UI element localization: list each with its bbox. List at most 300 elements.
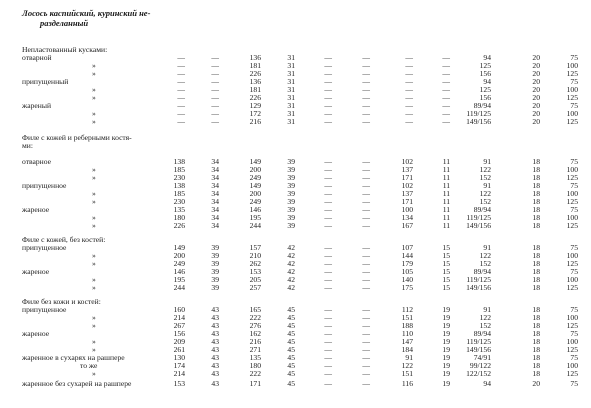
table-cell: 34 — [211, 165, 219, 174]
table-cell: 18 — [532, 313, 540, 322]
table-cell: — — [324, 189, 332, 198]
row-label: жаренное без сухарей на рашпере — [22, 379, 132, 388]
table-cell: 39 — [211, 275, 219, 284]
table-row — [0, 338, 591, 346]
table-cell: 39 — [287, 157, 295, 166]
table-cell: 15 — [442, 275, 450, 284]
table-cell: — — [324, 305, 332, 314]
table-cell: — — [324, 267, 332, 276]
table-cell: 180 — [173, 213, 185, 222]
table-cell: — — [442, 61, 450, 70]
table-row — [0, 206, 591, 214]
table-cell: 149/156 — [466, 345, 491, 354]
table-cell: 18 — [532, 205, 540, 214]
table-cell: 156 — [479, 69, 491, 78]
table-cell: 18 — [532, 361, 540, 370]
table-cell: — — [211, 61, 219, 70]
table-row — [0, 306, 591, 314]
table-row — [0, 284, 591, 292]
table-cell: 214 — [173, 369, 185, 378]
table-cell: 100 — [566, 337, 578, 346]
table-cell: 185 — [173, 165, 185, 174]
table-cell: 91 — [483, 157, 491, 166]
table-cell: — — [362, 173, 370, 182]
table-cell: 39 — [287, 221, 295, 230]
table-cell: — — [211, 93, 219, 102]
table-cell: 42 — [287, 251, 295, 260]
table-cell: 257 — [249, 283, 261, 292]
table-row — [0, 268, 591, 276]
table-cell: 45 — [287, 313, 295, 322]
table-cell: 45 — [287, 353, 295, 362]
table-cell: 39 — [287, 165, 295, 174]
row-label: жареное — [22, 267, 50, 276]
table-row — [0, 142, 591, 150]
table-cell: 75 — [570, 243, 578, 252]
row-label: жареное — [22, 205, 50, 214]
table-cell: — — [362, 329, 370, 338]
table-cell: 125 — [566, 69, 578, 78]
table-cell: — — [324, 259, 332, 268]
table-cell: 136 — [249, 53, 261, 62]
table-cell: 249 — [249, 173, 261, 182]
table-cell: 20 — [532, 379, 540, 388]
table-cell: 144 — [401, 251, 413, 260]
table-cell: 18 — [532, 337, 540, 346]
table-cell: 18 — [532, 353, 540, 362]
table-cell: 75 — [570, 77, 578, 86]
table-cell: 31 — [287, 77, 295, 86]
table-cell: 138 — [173, 157, 185, 166]
table-cell: 45 — [287, 305, 295, 314]
table-cell: 180 — [249, 361, 261, 370]
row-label: » — [92, 321, 96, 330]
table-cell: — — [324, 213, 332, 222]
row-label: » — [92, 197, 96, 206]
table-cell: 94 — [483, 77, 491, 86]
table-cell: 214 — [173, 313, 185, 322]
table-row — [0, 134, 591, 142]
table-cell: — — [324, 353, 332, 362]
table-cell: 20 — [532, 93, 540, 102]
table-cell: 45 — [287, 345, 295, 354]
table-cell: — — [362, 221, 370, 230]
table-cell: — — [442, 69, 450, 78]
table-cell: 34 — [211, 157, 219, 166]
table-cell: — — [362, 275, 370, 284]
table-cell: 195 — [249, 213, 261, 222]
table-cell: 216 — [249, 337, 261, 346]
table-cell: — — [211, 85, 219, 94]
row-label: » — [92, 283, 96, 292]
row-label: жареное — [22, 329, 50, 338]
table-cell: 31 — [287, 85, 295, 94]
table-cell: 91 — [483, 305, 491, 314]
row-label: » — [92, 251, 96, 260]
table-cell: 153 — [173, 379, 185, 388]
row-label: » — [92, 213, 96, 222]
table-row — [0, 86, 591, 94]
table-cell: — — [362, 313, 370, 322]
table-cell: 34 — [211, 181, 219, 190]
row-label: отварное — [22, 157, 51, 166]
table-cell: — — [362, 181, 370, 190]
table-cell: 230 — [173, 197, 185, 206]
row-label: жаренное в сухарях на рашпере — [22, 353, 125, 362]
table-cell: — — [211, 53, 219, 62]
table-cell: 19 — [442, 329, 450, 338]
table-cell: — — [324, 221, 332, 230]
table-cell: 130 — [173, 353, 185, 362]
table-cell: — — [177, 93, 185, 102]
table-cell: 94 — [483, 53, 491, 62]
table-cell: — — [362, 305, 370, 314]
table-cell: 146 — [173, 267, 185, 276]
table-cell: 45 — [287, 361, 295, 370]
table-cell: 149 — [173, 243, 185, 252]
table-cell: — — [362, 345, 370, 354]
table-cell: 75 — [570, 157, 578, 166]
table-cell: — — [362, 101, 370, 110]
table-cell: — — [324, 379, 332, 388]
table-cell: 105 — [401, 267, 413, 276]
table-cell: 100 — [566, 313, 578, 322]
table-cell: 34 — [211, 213, 219, 222]
table-cell: 129 — [249, 101, 261, 110]
table-cell: 172 — [249, 109, 261, 118]
table-cell: 122/152 — [466, 369, 491, 378]
table-cell: 75 — [570, 329, 578, 338]
table-cell: 152 — [479, 197, 491, 206]
table-cell: 153 — [249, 267, 261, 276]
table-cell: 188 — [401, 321, 413, 330]
table-cell: 156 — [479, 93, 491, 102]
table-cell: 42 — [287, 259, 295, 268]
table-row — [0, 314, 591, 322]
table-cell: 200 — [173, 251, 185, 260]
table-cell: 261 — [173, 345, 185, 354]
table-cell: 119/125 — [466, 213, 491, 222]
table-row — [0, 252, 591, 260]
table-cell: 276 — [249, 321, 261, 330]
table-cell: 19 — [442, 313, 450, 322]
table-cell: — — [442, 109, 450, 118]
table-cell: 42 — [287, 243, 295, 252]
table-cell: 91 — [483, 181, 491, 190]
table-cell: 75 — [570, 379, 578, 388]
table-cell: 43 — [211, 345, 219, 354]
table-cell: 18 — [532, 329, 540, 338]
table-row — [0, 102, 591, 110]
table-cell: 152 — [479, 259, 491, 268]
table-cell: — — [324, 93, 332, 102]
table-cell: 34 — [211, 197, 219, 206]
row-label: жареный — [22, 101, 52, 110]
table-row — [0, 330, 591, 338]
table-row — [0, 54, 591, 62]
table-cell: — — [177, 53, 185, 62]
table-cell: — — [324, 109, 332, 118]
table-cell: — — [362, 353, 370, 362]
table-cell: 11 — [442, 189, 450, 198]
table-cell: 89/94 — [473, 329, 491, 338]
table-cell: 18 — [532, 157, 540, 166]
table-cell: 19 — [442, 361, 450, 370]
table-cell: — — [324, 243, 332, 252]
table-cell: — — [324, 101, 332, 110]
table-cell: 171 — [401, 173, 413, 182]
table-cell: — — [324, 85, 332, 94]
table-cell: 43 — [211, 369, 219, 378]
table-cell: 137 — [401, 165, 413, 174]
table-cell: 125 — [566, 117, 578, 126]
table-cell: — — [324, 69, 332, 78]
table-cell: 34 — [211, 173, 219, 182]
table-cell: — — [362, 61, 370, 70]
table-cell: — — [324, 165, 332, 174]
table-cell: 107 — [401, 243, 413, 252]
row-label: Филе с кожей, без костей: — [22, 235, 106, 244]
table-cell: 100 — [566, 251, 578, 260]
table-cell: — — [362, 93, 370, 102]
table-cell: — — [177, 77, 185, 86]
table-cell: 43 — [211, 361, 219, 370]
table-cell: 200 — [249, 189, 261, 198]
table-cell: — — [405, 53, 413, 62]
table-cell: 230 — [173, 173, 185, 182]
table-cell: 174 — [173, 361, 185, 370]
table-cell: — — [211, 69, 219, 78]
table-cell: 200 — [249, 165, 261, 174]
table-cell: — — [362, 337, 370, 346]
table-cell: 165 — [249, 305, 261, 314]
table-cell: 195 — [173, 275, 185, 284]
table-cell: 152 — [479, 321, 491, 330]
table-cell: — — [177, 101, 185, 110]
table-cell: 19 — [442, 379, 450, 388]
row-label: Непластованный кусками: — [22, 45, 108, 54]
table-cell: 19 — [442, 321, 450, 330]
table-cell: — — [324, 369, 332, 378]
table-cell: 31 — [287, 53, 295, 62]
table-cell: — — [362, 369, 370, 378]
table-cell: 91 — [405, 353, 413, 362]
table-cell: — — [362, 165, 370, 174]
table-cell: 125 — [566, 283, 578, 292]
table-cell: 43 — [211, 329, 219, 338]
table-cell: 122 — [401, 361, 413, 370]
table-row — [0, 276, 591, 284]
table-cell: 43 — [211, 305, 219, 314]
table-cell: 100 — [566, 275, 578, 284]
table-row — [0, 362, 591, 370]
table-cell: 122 — [479, 313, 491, 322]
table-cell: 119/125 — [466, 337, 491, 346]
table-cell: — — [324, 157, 332, 166]
row-label: » — [92, 173, 96, 182]
table-cell: — — [324, 361, 332, 370]
table-cell: 39 — [287, 189, 295, 198]
table-cell: 125 — [566, 345, 578, 354]
table-cell: — — [362, 109, 370, 118]
table-cell: 11 — [442, 197, 450, 206]
table-cell: — — [324, 173, 332, 182]
table-cell: 149/156 — [466, 117, 491, 126]
table-cell: 19 — [442, 305, 450, 314]
table-cell: 125 — [479, 61, 491, 70]
row-label: » — [92, 165, 96, 174]
table-cell: 20 — [532, 69, 540, 78]
table-row — [0, 380, 591, 388]
table-cell: 18 — [532, 181, 540, 190]
row-label: » — [92, 221, 96, 230]
table-cell: — — [211, 117, 219, 126]
table-cell: 125 — [479, 85, 491, 94]
table-cell: — — [177, 117, 185, 126]
table-row — [0, 198, 591, 206]
table-cell: — — [442, 93, 450, 102]
table-cell: 11 — [442, 165, 450, 174]
table-row — [0, 182, 591, 190]
table-row — [0, 70, 591, 78]
table-row — [0, 370, 591, 378]
table-cell: 116 — [401, 379, 413, 388]
table-cell: — — [324, 283, 332, 292]
row-label: » — [92, 275, 96, 284]
table-cell: 39 — [211, 259, 219, 268]
row-label: » — [92, 189, 96, 198]
table-cell: 156 — [173, 329, 185, 338]
table-cell: 138 — [173, 181, 185, 190]
table-cell: — — [362, 53, 370, 62]
table-cell: — — [177, 85, 185, 94]
table-cell: — — [324, 345, 332, 354]
table-cell: — — [362, 259, 370, 268]
row-label: » — [92, 369, 96, 378]
table-cell: 45 — [287, 369, 295, 378]
table-cell: 119/125 — [466, 275, 491, 284]
table-cell: 149 — [249, 181, 261, 190]
table-cell: 209 — [173, 337, 185, 346]
table-cell: 136 — [249, 77, 261, 86]
table-cell: 149/156 — [466, 221, 491, 230]
table-cell: 100 — [566, 213, 578, 222]
table-cell: 11 — [442, 181, 450, 190]
table-cell: 43 — [211, 313, 219, 322]
table-cell: 102 — [401, 157, 413, 166]
table-cell: 125 — [566, 321, 578, 330]
table-cell: 31 — [287, 101, 295, 110]
table-cell: — — [405, 77, 413, 86]
table-cell: 42 — [287, 267, 295, 276]
table-cell: 20 — [532, 85, 540, 94]
table-cell: 244 — [173, 283, 185, 292]
table-cell: — — [362, 85, 370, 94]
table-cell: 100 — [401, 205, 413, 214]
row-label: » — [92, 345, 96, 354]
table-cell: 135 — [249, 353, 261, 362]
table-cell: 18 — [532, 251, 540, 260]
table-cell: 125 — [566, 259, 578, 268]
table-cell: 75 — [570, 353, 578, 362]
table-cell: 34 — [211, 189, 219, 198]
table-cell: 119/125 — [466, 109, 491, 118]
table-cell: — — [324, 205, 332, 214]
table-cell: 122 — [479, 189, 491, 198]
table-cell: — — [362, 69, 370, 78]
table-cell: 112 — [401, 305, 413, 314]
table-cell: 146 — [249, 205, 261, 214]
table-cell: 39 — [211, 243, 219, 252]
table-row — [0, 190, 591, 198]
table-row — [0, 260, 591, 268]
table-cell: 179 — [401, 259, 413, 268]
table-cell: — — [324, 313, 332, 322]
table-cell: 18 — [532, 213, 540, 222]
row-label: отварной — [22, 53, 52, 62]
row-label: » — [92, 69, 96, 78]
table-cell: 11 — [442, 205, 450, 214]
table-cell: — — [324, 329, 332, 338]
table-cell: — — [442, 77, 450, 86]
table-cell: — — [362, 197, 370, 206]
table-row — [0, 62, 591, 70]
table-cell: 18 — [532, 189, 540, 198]
table-cell: 205 — [249, 275, 261, 284]
table-cell: — — [362, 321, 370, 330]
table-cell: 149 — [249, 157, 261, 166]
table-cell: — — [405, 85, 413, 94]
table-row — [0, 222, 591, 230]
table-cell: 15 — [442, 243, 450, 252]
table-cell: 31 — [287, 61, 295, 70]
table-cell: 39 — [287, 205, 295, 214]
table-cell: — — [405, 93, 413, 102]
table-cell: 134 — [401, 213, 413, 222]
table-cell: — — [211, 109, 219, 118]
table-cell: — — [405, 101, 413, 110]
table-cell: 15 — [442, 283, 450, 292]
table-cell: 175 — [401, 283, 413, 292]
table-cell: — — [405, 69, 413, 78]
table-cell: 45 — [287, 379, 295, 388]
table-cell: 43 — [211, 379, 219, 388]
table-cell: 18 — [532, 305, 540, 314]
table-cell: 89/94 — [473, 101, 491, 110]
table-cell: — — [442, 117, 450, 126]
table-cell: 149/156 — [466, 283, 491, 292]
table-cell: 15 — [442, 259, 450, 268]
table-cell: 20 — [532, 109, 540, 118]
table-cell: 147 — [401, 337, 413, 346]
table-cell: 18 — [532, 221, 540, 230]
table-cell: 100 — [566, 85, 578, 94]
table-cell: 74/91 — [473, 353, 491, 362]
table-cell: 244 — [249, 221, 261, 230]
row-label: » — [92, 117, 96, 126]
table-cell: 43 — [211, 337, 219, 346]
table-cell: — — [405, 109, 413, 118]
table-cell: 11 — [442, 213, 450, 222]
table-cell: 100 — [566, 189, 578, 198]
table-cell: 171 — [401, 197, 413, 206]
table-cell: 18 — [532, 321, 540, 330]
table-cell: 18 — [532, 173, 540, 182]
table-cell: 45 — [287, 321, 295, 330]
table-cell: — — [362, 251, 370, 260]
row-label: » — [92, 93, 96, 102]
table-cell: 75 — [570, 205, 578, 214]
